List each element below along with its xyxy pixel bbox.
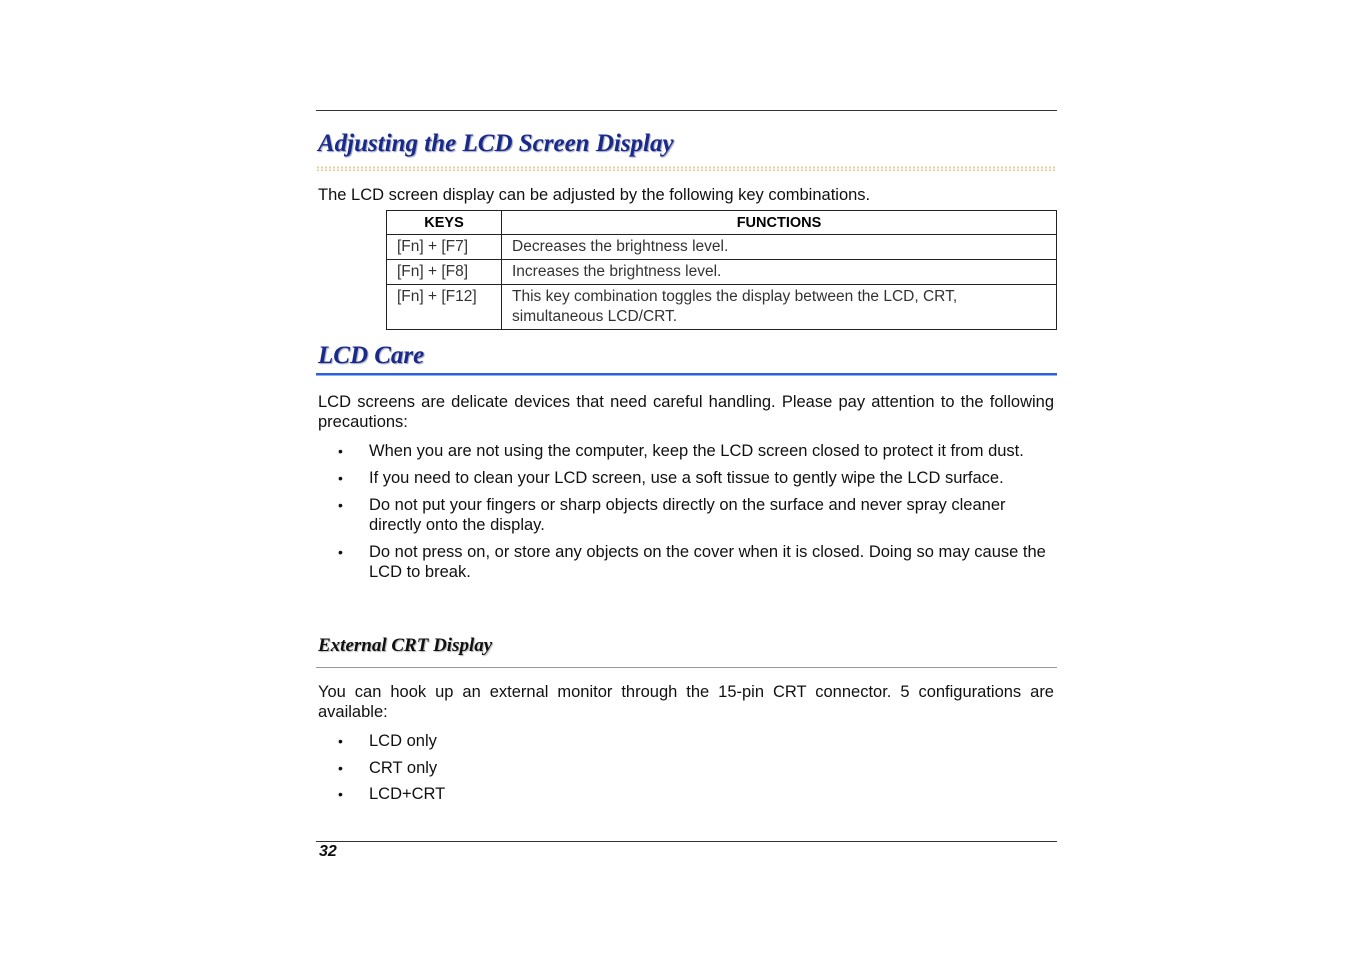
- list-item-text: CRT only: [369, 759, 438, 777]
- table-cell-function: Increases the brightness level.: [502, 260, 1057, 285]
- section-title-adjusting-lcd: Adjusting the LCD Screen Display: [318, 130, 674, 157]
- section-intro: The LCD screen display can be adjusted by the following key combinations.: [318, 186, 871, 204]
- list-item-text: LCD only: [369, 732, 437, 750]
- list-item: [318, 731, 1054, 751]
- section-title-lcd-care: LCD Care: [318, 342, 425, 369]
- table-cell-function: Decreases the brightness level.: [502, 235, 1057, 260]
- precautions-list: [318, 441, 1054, 582]
- table-header-row: [387, 211, 1057, 235]
- page-number: 32: [319, 843, 337, 860]
- subsection-rule: [316, 667, 1057, 668]
- table-cell-key: [Fn] + [F8]: [387, 260, 502, 285]
- list-item-text: If you need to clean your LCD screen, use a soft tissue to gently wipe the LCD surface.: [369, 469, 1004, 487]
- bullet-icon: •: [338, 443, 343, 459]
- list-item: [318, 784, 1054, 804]
- table-row: [387, 260, 1057, 285]
- bullet-icon: •: [338, 760, 343, 776]
- section-intro: You can hook up an external monitor through the 15-pin CRT connector. 5 configurations are available:: [318, 683, 1054, 721]
- list-item: [318, 441, 1054, 461]
- configurations-list: [318, 731, 1054, 804]
- subsection-title-external-crt: External CRT Display: [318, 635, 493, 656]
- section-intro: LCD screens are delicate devices that need careful handling. Please pay attention to the following precautions:: [318, 393, 1054, 431]
- table-row: [387, 235, 1057, 260]
- list-item-text: Do not put your fingers or sharp objects directly on the surface and never spray cleaner directly onto the display.: [369, 496, 1006, 534]
- bullet-icon: •: [338, 470, 343, 486]
- section-rule: [316, 373, 1057, 376]
- list-item-text: LCD+CRT: [369, 785, 446, 803]
- bullet-icon: •: [338, 544, 343, 560]
- table-cell-key: [Fn] + [F7]: [387, 235, 502, 260]
- key-combination-table: [386, 210, 1057, 330]
- bullet-icon: •: [338, 497, 343, 513]
- header-rule: [316, 110, 1057, 111]
- bullet-icon: •: [338, 733, 343, 749]
- list-item: [318, 468, 1054, 488]
- table-header-keys: KEYS: [387, 211, 502, 235]
- title-underline: [316, 166, 1057, 171]
- list-item-text: Do not press on, or store any objects on the cover when it is closed. Doing so may cause the LCD to break.: [369, 543, 1046, 581]
- list-item-text: When you are not using the computer, keep the LCD screen closed to protect it from dust.: [369, 442, 1024, 460]
- list-item: [318, 758, 1054, 778]
- list-item: [318, 495, 1054, 535]
- table-header-functions: FUNCTIONS: [502, 211, 1057, 235]
- footer-rule: [316, 841, 1057, 842]
- table-cell-function: This key combination toggles the display between the LCD, CRT, simultaneous LCD/CRT.: [502, 285, 1057, 330]
- bullet-icon: •: [338, 786, 343, 802]
- table-cell-key: [Fn] + [F12]: [387, 285, 502, 330]
- list-item: [318, 542, 1054, 582]
- table-row: [387, 285, 1057, 330]
